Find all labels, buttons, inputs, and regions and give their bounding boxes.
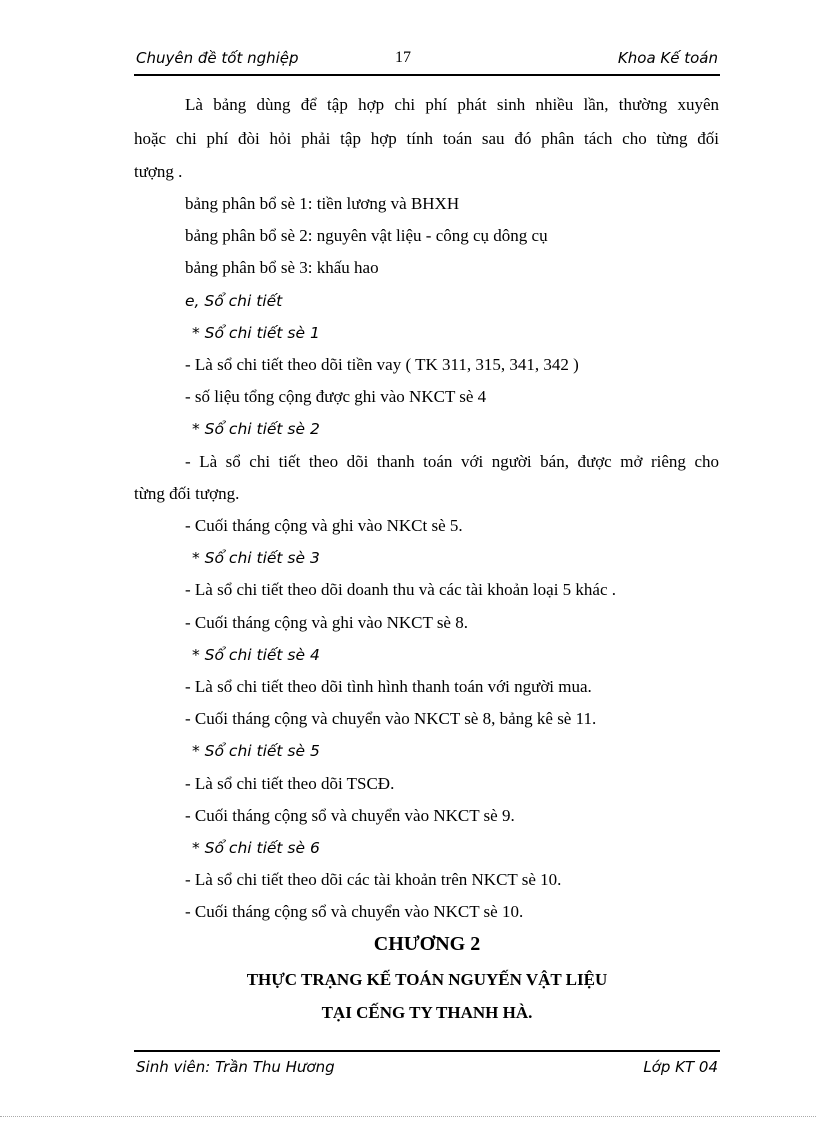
list-item: từng đối tượng. (134, 484, 240, 503)
allocation-line: bảng phân bổ sè 3: khấu hao (185, 258, 379, 277)
section-heading: e, Sổ chi tiết (185, 292, 283, 310)
paragraph-line: hoặc chi phí đòi hỏi phải tập hợp tính toán sau đó phân tách cho từng đối (134, 129, 719, 148)
footer-class: Lớp KT 04 (643, 1058, 718, 1076)
header-department: Khoa Kế toán (617, 49, 718, 67)
footer-student: Sinh viên: Trần Thu Hương (136, 1058, 335, 1076)
subsection-heading: * Sổ chi tiết sè 4 (192, 646, 320, 664)
list-item: - Là sổ chi tiết theo dõi các tài khoản trên NKCT sè 10. (185, 870, 562, 889)
page-bottom-divider (0, 1116, 816, 1117)
list-item: - Cuối tháng cộng sổ và chuyển vào NKCT sè 10. (185, 902, 524, 921)
list-item: - Là sổ chi tiết theo dõi doanh thu và các tài khoản loại 5 khác . (185, 580, 617, 599)
allocation-line: bảng phân bổ sè 1: tiền lương và BHXH (185, 194, 460, 213)
list-item: - Là sổ chi tiết theo dõi tiền vay ( TK 311, 315, 341, 342 ) (185, 355, 579, 374)
subsection-heading: * Sổ chi tiết sè 6 (192, 839, 320, 857)
page-header (134, 46, 720, 76)
subsection-heading: * Sổ chi tiết sè 3 (192, 549, 320, 567)
chapter-number: CHƯƠNG 2 (373, 933, 481, 955)
list-item: - số liệu tổng cộng được ghi vào NKCT sè 4 (185, 387, 487, 406)
allocation-line: bảng phân bổ sè 2: nguyên vật liệu - công cụ dông cụ (185, 226, 548, 245)
list-item: - Cuối tháng cộng và ghi vào NKCt sè 5. (185, 516, 463, 535)
header-title: Chuyên đề tốt nghiệp (136, 49, 299, 67)
page-footer (134, 1050, 720, 1082)
list-item: - Cuối tháng cộng và ghi vào NKCT sè 8. (185, 613, 468, 632)
list-item: - Cuối tháng cộng và chuyển vào NKCT sè 8, bảng kê sè 11. (185, 709, 597, 728)
subsection-heading: * Sổ chi tiết sè 1 (192, 324, 320, 342)
paragraph-line: tượng . (134, 162, 183, 181)
list-item: - Cuối tháng cộng sổ và chuyển vào NKCT sè 9. (185, 806, 515, 825)
chapter-title-line: THỰC TRẠNG KẾ TOÁN NGUYẾN VẬT LIỆU (246, 970, 608, 989)
chapter-title-line: TẠI CẾNG TY THANH HÀ. (321, 1003, 533, 1022)
list-item: - Là sổ chi tiết theo dõi tình hình thanh toán với người mua. (185, 677, 592, 696)
list-item: - Là sổ chi tiết theo dõi TSCĐ. (185, 774, 395, 793)
paragraph-line: Là bảng dùng để tập hợp chi phí phát sinh nhiều lần, thường xuyên (185, 95, 719, 114)
list-item: - Là sổ chi tiết theo dõi thanh toán với người bán, được mở riêng cho (185, 452, 719, 471)
subsection-heading: * Sổ chi tiết sè 5 (192, 742, 320, 760)
page-number: 17 (395, 49, 411, 66)
subsection-heading: * Sổ chi tiết sè 2 (192, 420, 320, 438)
